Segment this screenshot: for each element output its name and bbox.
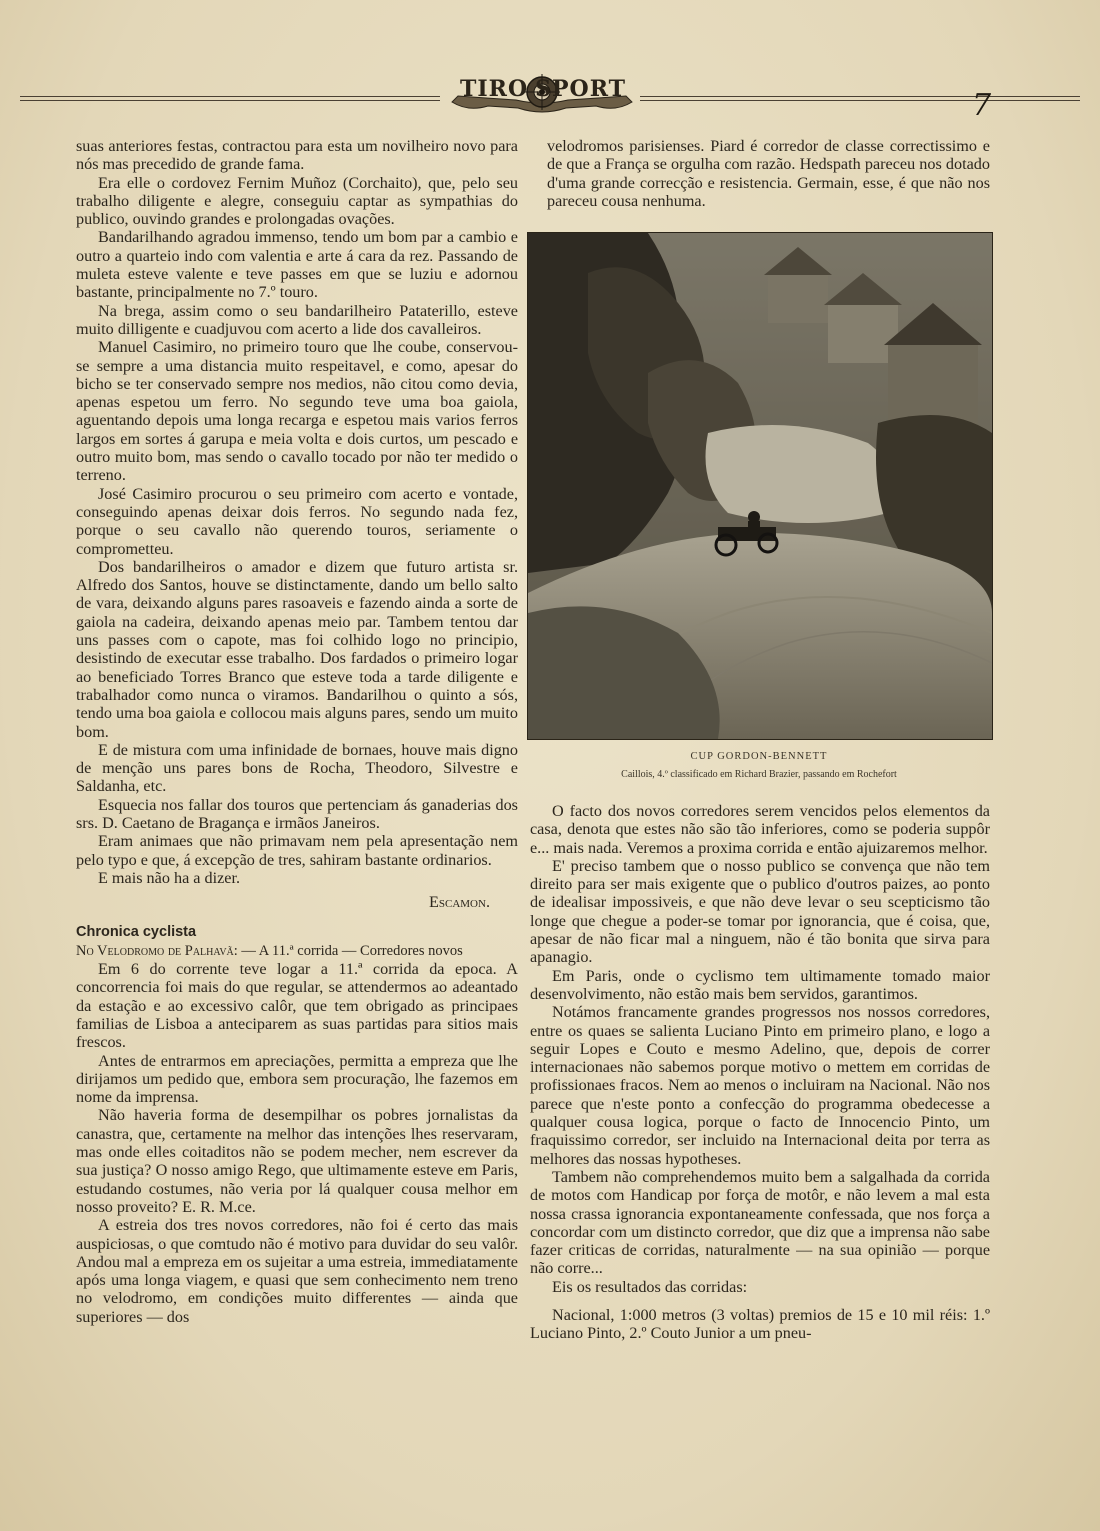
paragraph: E de mistura com uma infinidade de bornaes, houve mais digno de menção uns pares bons de Rocha, Theodoro, Silvestre e Saldanha, etc. — [76, 740, 518, 796]
author-signature: Escamon. — [428, 893, 490, 912]
paragraph: Dos bandarilheiros o amador e dizem que futuro artista sr. Alfredo dos Santos, houve se distinctamente, dando um bello salto de vara, deixando alguns pares rasoaveis e fazendo ainda a sorte de gaiola na cadeira, deixando apenas meio par. Tambem tentou dar uns passes com o capote, mas foi colhido logo no principio, desistindo de executar esse trabalho. Dos fardados o primeiro logar ao beneficiado Torres Branco que esteve toda a tarde diligente e trabalhador como nunca o viramos. Bandarilhou o quinto a sós, tendo uma boa gaiola e collocou mais alguns pares, sendo um muito bom. — [76, 557, 518, 741]
paragraph: José Casimiro procurou o seu primeiro com acerto e vontade, conseguindo apenas deixar dois ferros. No segundo nada fez, porque o seu cavallo não querendo touros, seriamente o comprometteu. — [76, 484, 518, 558]
paragraph: Na brega, assim como o seu bandarilheiro Pataterillo, esteve muito dilligente e cuadjuvou com acerto a lide dos cavalleiros. — [76, 301, 518, 338]
section-heading: Chronica cyclista — [76, 924, 197, 941]
race-photograph — [527, 232, 993, 740]
paragraph: E mais não ha a dizer. — [98, 868, 241, 887]
page-number: 7 — [972, 88, 992, 123]
masthead-rule-left — [20, 96, 440, 97]
logo-word-right: SPORT — [535, 76, 626, 102]
spacer — [530, 1296, 990, 1306]
subheading-rest: : — A 11.ª corrida — Corredores novos — [233, 942, 463, 959]
paragraph: Notámos francamente grandes progressos nos nossos corredores, entre os quaes se salienta Luciano Pinto em primeiro plano, e logo a seguir Lopes e Couto e mesmo Adelino, que, depois de correr internacionaes não sabemos porque motivo o mettem em corridas de profissionaes fracos. Nem ao menos o incluiram na Nacional. Não nos parece que n'este ponto a confecção do programma obedecesse a qualquer cousa logica, porque o facto de Innocencio Pinto, um fraquissimo corredor, ser incluido na Internacional deita por terra as melhores das nossas hypotheses. — [530, 1003, 990, 1168]
right-column-top — [547, 137, 990, 210]
paragraph: Em Paris, onde o cyclismo tem ultimamente tomado maior desenvolvimento, não estão mais bem servidos, garantimos. — [530, 966, 990, 1003]
paragraph: O facto dos novos corredores serem vencidos pelos elementos da casa, denota que estes não são tão inferiores, como se poderia suppôr e... mais nada. Veremos a proxima corrida e então ajuizaremos melhor. — [530, 802, 990, 857]
paragraph: Eis os resultados das corridas: — [552, 1277, 748, 1296]
paragraph: Esquecia nos fallar dos touros que pertenciam ás ganaderias dos srs. D. Caetano de Bragança e irmãos Janeiros. — [76, 795, 518, 832]
right-column-bottom — [530, 802, 990, 1343]
paragraph: Tambem não comprehendemos muito bem a salgalhada da corrida de motos com Handicap por força de motôr, e não levem a mal esta nossa crassa ignorancia expontaneamente confessada, que nos força a concordar com um distincto corredor, que diz que a imprensa não sabe fazer criticas de corridas, naturalmente — na sua opinião — porque não corre... — [530, 1167, 990, 1278]
paragraph: Em 6 do corrente teve logar a 11.ª corrida da epoca. A concorrencia foi mais do que regular, se attendermos ao adeantado da estação e ao excessivo calôr, que tem obrigado as principaes familias de Lisboa a anteciparem as suas partidas para sitios mais frescos. — [76, 960, 518, 1052]
paragraph: Eram animaes que não primavam nem pela apresentação nem pelo typo e que, á excepção de tres, sahiram bastante ordinarios. — [76, 832, 518, 869]
logo-word-left: TIRO — [460, 76, 529, 102]
masthead-rule-left-2 — [20, 100, 440, 101]
paragraph: Não haveria forma de desempilhar os pobres jornalistas da canastra, que, certamente na melhor das intenções lhes reservaram, mas onde elles coitaditos não se podem mecher, nem escrever da sua justiça? O nosso amigo Rego, que ultimamente esteve em Paris, estudando costumes, não veria por lá qualquer cousa melhor em nosso proveito? E. R. M.ce. — [76, 1106, 518, 1216]
paragraph: A estreia dos tres novos corredores, não foi é certo das mais auspiciosas, o que comtudo não é motivo para duvidar do seu valôr. Andou mal a empreza em os sujeitar a uma estreia, immediatamente após uma longa viagem, e quasi que sem conhecimento nem treno no velodromo, em condições muito differentes — ainda que superiores — dos — [76, 1216, 518, 1326]
paragraph: Era elle o cordovez Fernim Muñoz (Corchaito), que, pelo seu trabalho diligente e alegre, conseguiu captar as sympathias do publico, ouvindo grandes e prolongadas ovações. — [76, 173, 518, 229]
paragraph: Bandarilhando agradou immenso, tendo um bom par a cambio e outro a quarteio indo com valentia e arte á cara da rez. Passando de muleta esteve valente e teve passes em que se luziu e adornou bastante, principalmente no 7.º touro. — [76, 228, 518, 302]
paragraph: suas anteriores festas, contractou para esta um novilheiro novo para nós mas precedido de grande fama. — [76, 137, 518, 174]
photo-caption-subtitle: Caillois, 4.º classificado em Richard Brazier, passando em Rochefort — [621, 769, 897, 780]
paragraph: Nacional, 1:000 metros (3 voltas) premios de 15 e 10 mil réis: 1.º Luciano Pinto, 2.º Couto Junior a um pneu- — [530, 1306, 990, 1343]
masthead-logo — [448, 68, 636, 116]
paragraph: Antes de entrarmos em apreciações, permitta a empreza que lhe dirijamos um pedido que, embora sem procuração, lhe fazemos em nome da imprensa. — [76, 1051, 518, 1107]
paragraph: E' preciso tambem que o nosso publico se convença que não tem direito para ser mais exigente que o publico d'outros paizes, ao ponto de idealisar impossiveis, e que não deve levar o seu scepticismo tão longe que chegue a poder-se tomar por ignorancia, que é coisa, que, apesar de não ficar mal a ninguem, não é tão bonita que sirva para apanagio. — [530, 856, 990, 967]
subheading-venue: No Velodromo de Palhavã — [76, 942, 234, 959]
left-column — [76, 137, 518, 1326]
photo-caption-title: CUP GORDON-BENNETT — [690, 751, 828, 762]
article-subheading — [76, 942, 518, 960]
masthead-rule-right — [640, 96, 1080, 97]
masthead-rule-right-2 — [640, 100, 1080, 101]
automobile-photo-icon — [528, 233, 992, 739]
paragraph: velodromos parisienses. Piard é corredor de classe correctissimo e de que a França se orgulha com razão. Hedspath pareceu nos dotado d'uma grande correcção e resistencia. Germain, esse, é que não nos pareceu cousa nenhuma. — [547, 137, 990, 210]
paragraph: Manuel Casimiro, no primeiro touro que lhe coube, conservou-se sempre a uma distancia muito respeitavel, e como, apesar do bicho se ter conservado sempre nos medios, não citou como devia, apenas espetou um ferro. No segundo teve uma boa gaiola, aguentando depois uma longa recarga e espetou mais varios ferros largos em sortes á garupa e meia volta e dois curtos, um pescado e outro muito bom, mas sendo o cavallo tocado por não ter medido o terreno. — [76, 338, 518, 485]
